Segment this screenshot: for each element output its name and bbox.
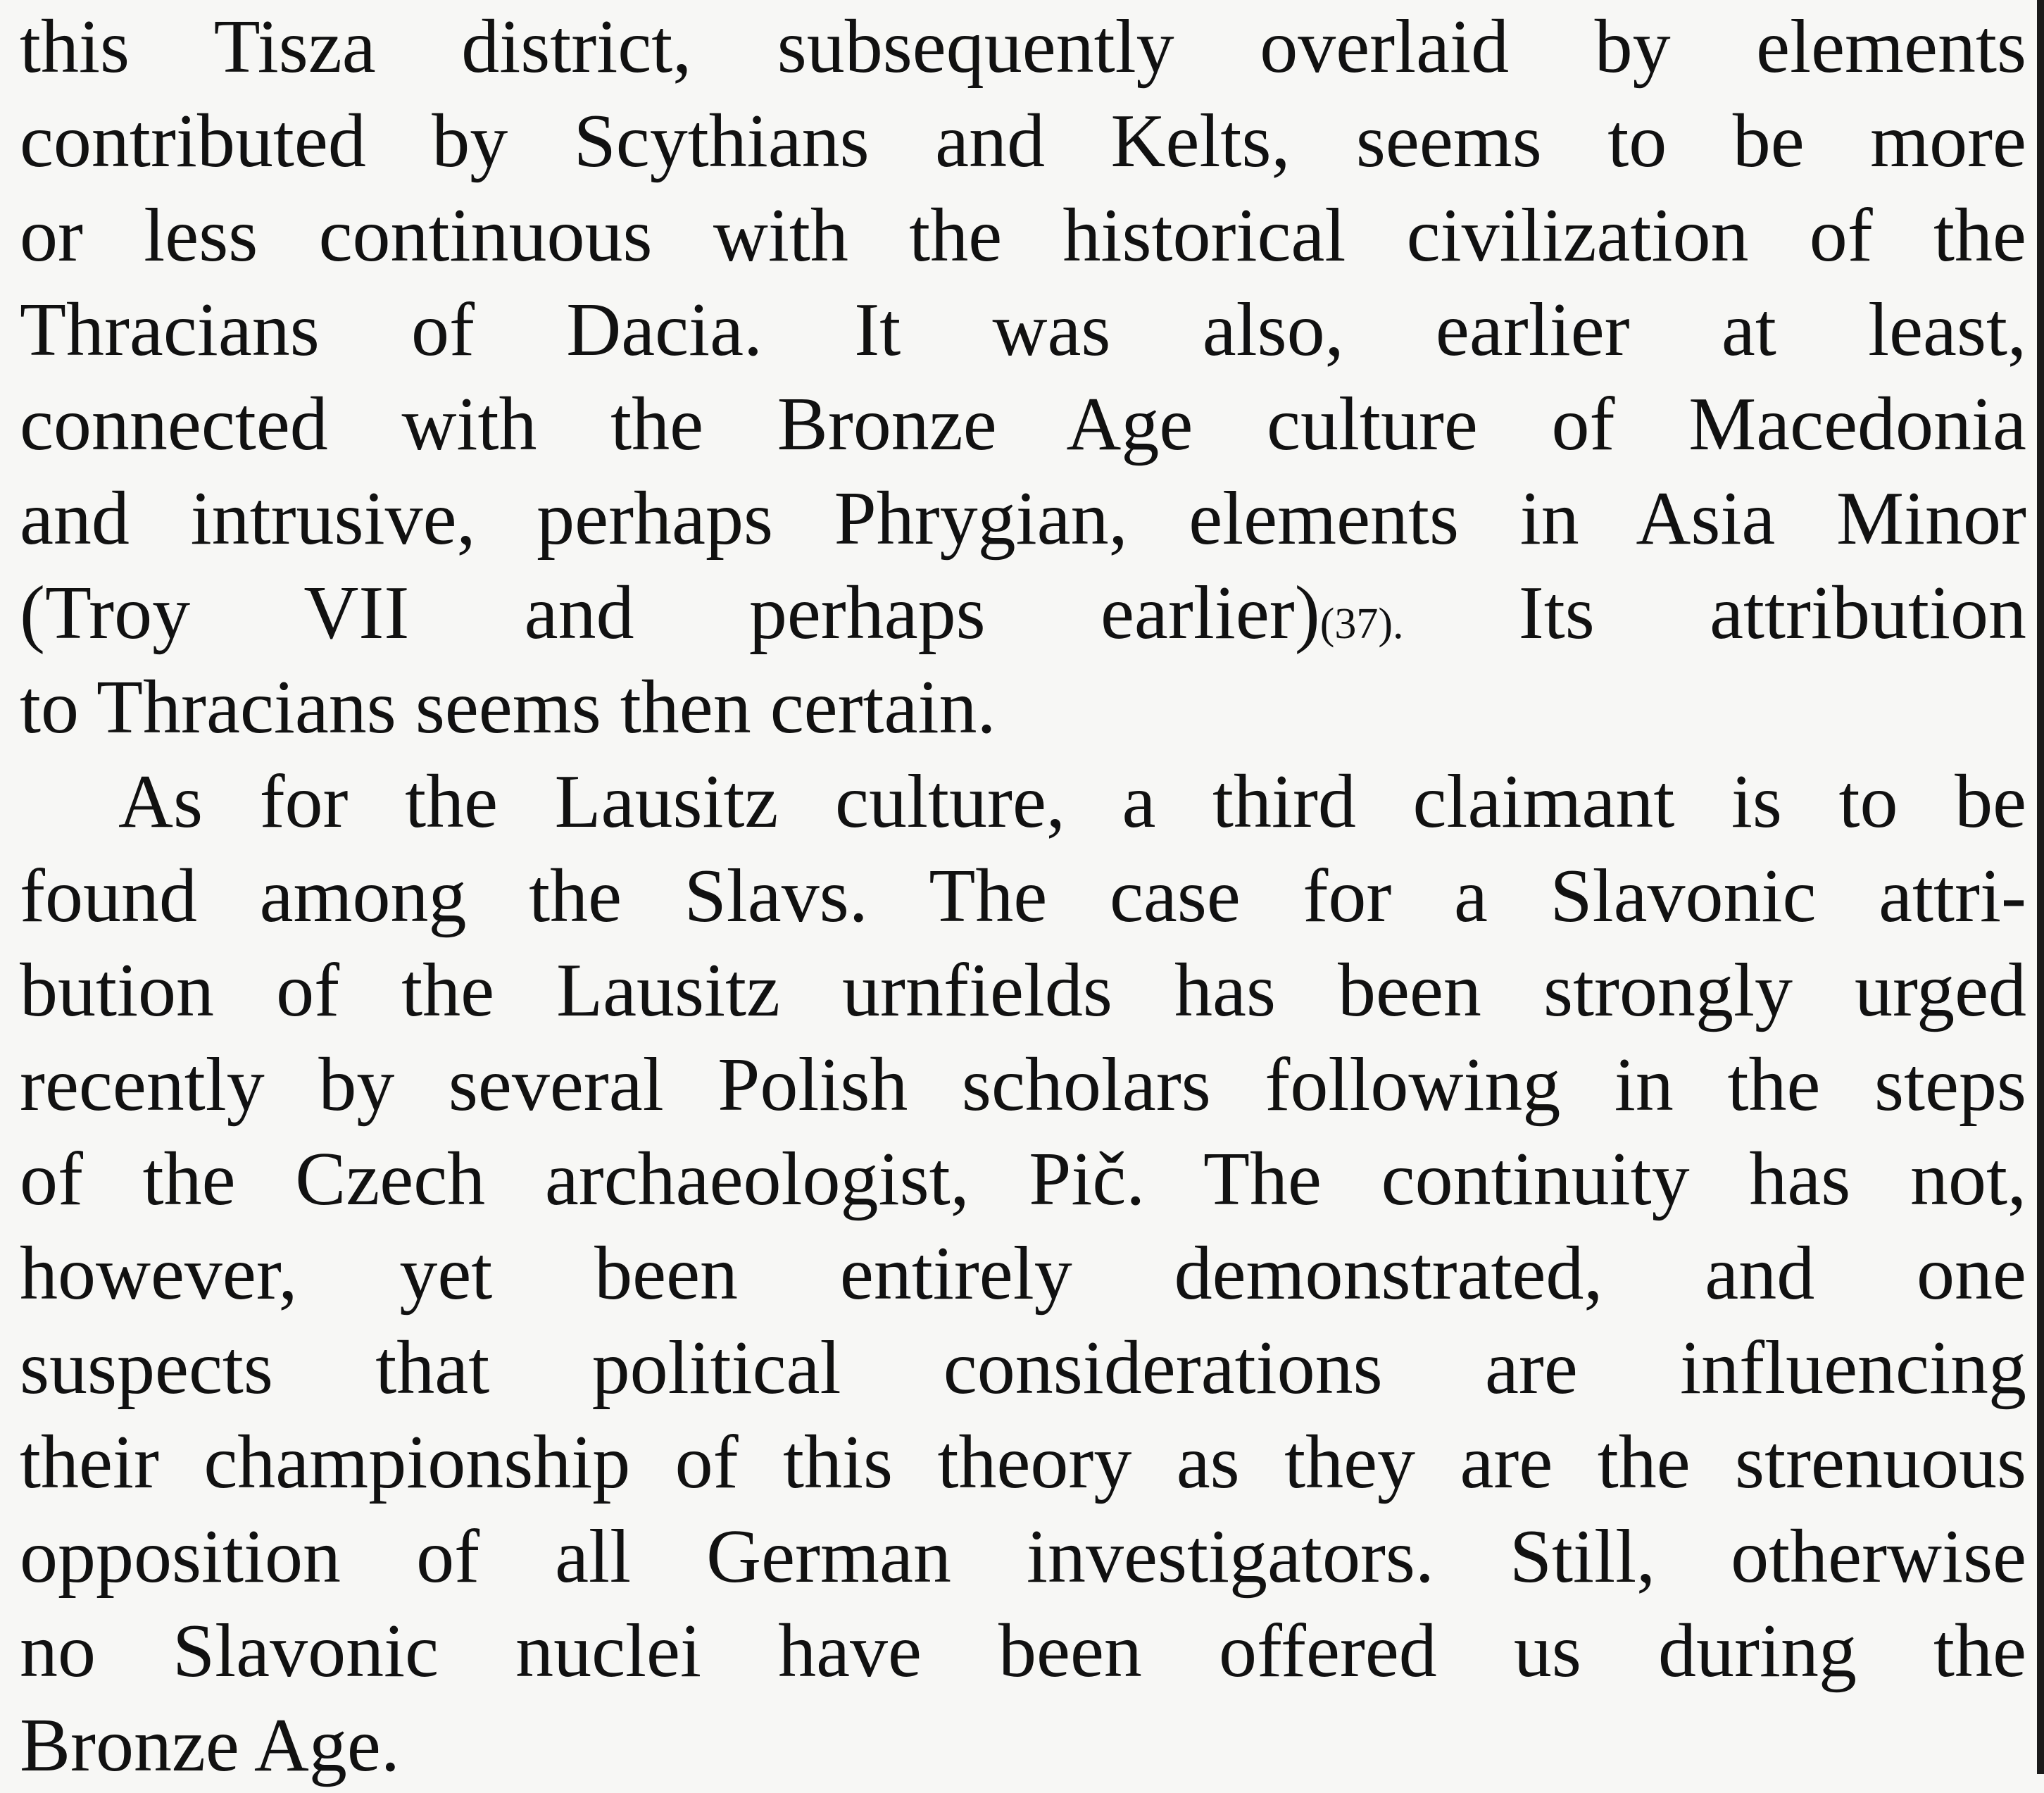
text-line: recently by several Polish scholars following in the steps — [20, 1043, 2026, 1127]
text-line: Bronze Age. — [20, 1704, 400, 1787]
text-line: contributed by Scythians and Kelts, seems to be more — [20, 99, 2026, 183]
text-line: their championship of this theory as they are the strenuous — [20, 1420, 2026, 1504]
text-line: opposition of all German investigators. Still, otherwise — [20, 1515, 2026, 1599]
text-segment: (Troy VII and perhaps earlier) — [20, 571, 1320, 655]
text-line: As for the Lausitz culture, a third claimant is to be — [118, 760, 2026, 844]
text-line: of the Czech archaeologist, Pič. The continuity has not, — [20, 1137, 2026, 1221]
footnote-reference: (37). — [1319, 600, 1404, 648]
text-line: however, yet been entirely demonstrated, and one — [20, 1232, 2026, 1316]
text-line: found among the Slavs. The case for a Slavonic attri- — [20, 854, 2026, 938]
text-line: and intrusive, perhaps Phrygian, elements in Asia Minor — [20, 477, 2026, 561]
text-line: to Thracians seems then certain. — [20, 666, 996, 749]
text-line: bution of the Lausitz urnfields has been strongly urged — [20, 949, 2026, 1032]
text-line: connected with the Bronze Age culture of Macedonia — [20, 382, 2026, 466]
text-line: suspects that political considerations are influencing — [20, 1326, 2026, 1410]
text-line: this Tisza district, subsequently overlaid by elements — [20, 5, 2026, 89]
body-text — [20, 0, 2026, 1793]
text-line: Thracians of Dacia. It was also, earlier at least, — [20, 288, 2026, 372]
text-line: or less continuous with the historical civilization of the — [20, 194, 2026, 277]
text-segment: Its attribution — [1403, 571, 2026, 655]
text-line — [20, 566, 2026, 661]
text-line: no Slavonic nuclei have been offered us during the — [20, 1609, 2026, 1693]
page-edge-shadow — [2037, 0, 2044, 1774]
